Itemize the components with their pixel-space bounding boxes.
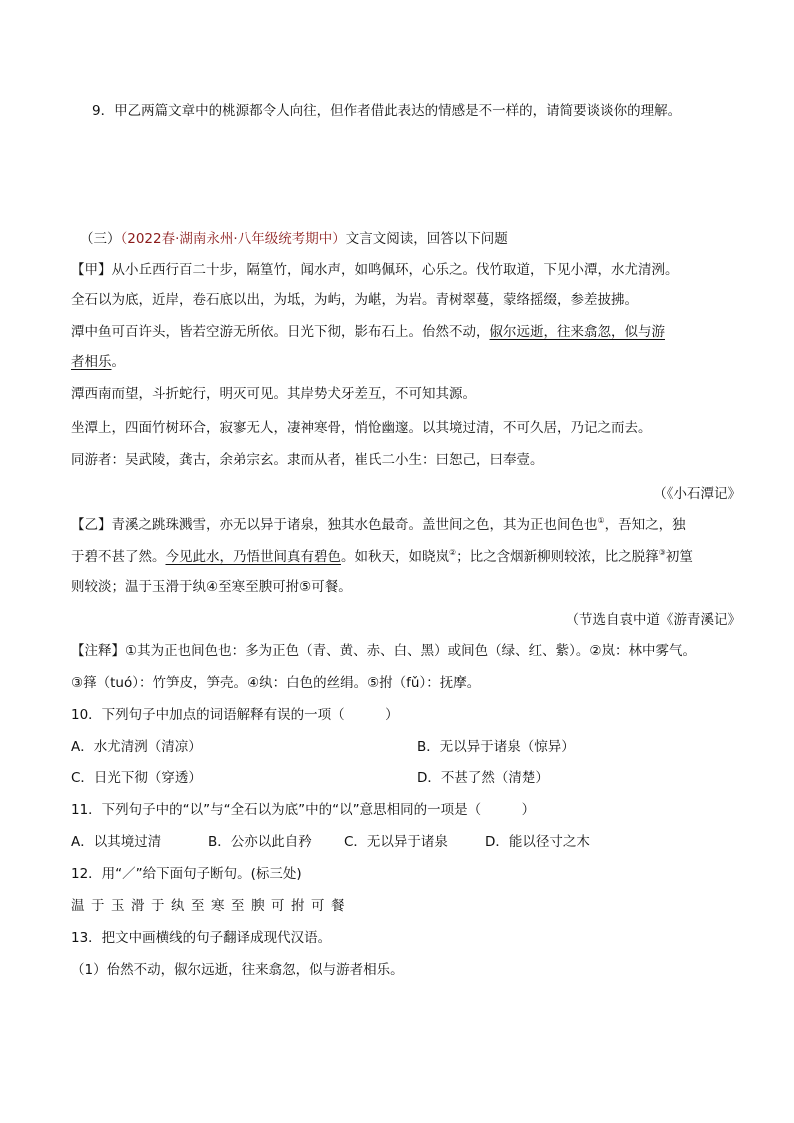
passage-text: 于碧不甚了然。 [71,549,166,565]
passage-text: 【乙】青溪之跳珠溅雪，亦无以异于诸泉，独其水色最奇。盖世间之色，其为正也间色也 [71,517,598,533]
question-12-stem: 12．用“／”给下面句子断句。(标三处) [71,866,302,882]
footnote-marker: ③ [658,548,666,557]
question-11-stem: 11．下列句子中的“以”与“全石以为底”中的“以”意思相同的一项是（ ） [71,802,536,818]
passage-jia-source: （《小石潭记》 [653,486,741,502]
option-c: C．日光下彻（穿透） [71,770,202,786]
passage-yi-line-2 [71,547,693,567]
question-13-stem: 13．把文中画横线的句子翻译成现代汉语。 [71,930,332,946]
footnote-marker: ① [597,516,605,525]
passage-jia-line-2: 全石以为底，近岸，卷石底以出，为坻，为屿，为嵁，为岩。青树翠蔓，蒙络摇缀，参差披拂。 [71,292,638,308]
passage-yi-line-1 [71,515,686,535]
question-10-stem: 10．下列句子中加点的词语解释有误的一项（ ） [71,707,399,723]
question-10-options-row-2 [71,768,549,788]
question-12-sentence: 温于玉滑于纨至寒至腴可拊可餐 [71,898,351,914]
section-3-instruction: 文言文阅读，回答以下问题 [345,231,508,247]
passage-jia-paragraph-3: 潭西南而望，斗折蛇行，明灭可见。其岸势犬牙差互，不可知其源。 [71,386,476,402]
passage-text: 初篁 [665,549,693,565]
option-a: A．水尤清洌（清凉） [71,739,202,755]
passage-yi-line-3: 则较淡；温于玉滑于纨④至寒至腴可拊⑤可餐。 [71,579,352,595]
option-d: D．能以径寸之木 [485,834,590,850]
question-13-item-1: （1）佁然不动，俶尔远逝，往来翕忽，似与游者相乐。 [71,962,404,978]
passage-jia-paragraph-2-line-2 [71,352,125,372]
option-b: B．无以异于诸泉（惊异） [417,739,575,755]
passage-text: ；比之含烟新柳则较浓，比之脱箨 [456,549,659,565]
option-b: B．公亦以此自矜 [208,834,312,850]
section-3-heading [80,229,508,249]
underlined-sentence-end: 者相乐 [71,354,112,370]
section-3-prefix: （三） [80,231,121,247]
passage-text: 。如秋天，如晓岚 [341,549,449,565]
notes-line-1: 【注释】①其为正也间色也：多为正色（青、黄、赤、白、黑）或间色（绿、红、紫）。②岚：林中雾气。 [71,643,696,659]
section-3-source: （2022春·湖南永州·八年级统考期中） [120,231,346,247]
passage-text: ，吾知之，独 [604,517,686,533]
option-d: D．不甚了然（清楚） [417,770,549,786]
passage-text: 。 [111,354,125,370]
passage-jia-paragraph-5: 同游者：吴武陵，龚古，余弟宗玄。隶而从者，崔氏二小生：曰恕己，曰奉壹。 [71,452,544,468]
footnote-marker: ② [449,548,457,557]
question-9: 9．甲乙两篇文章中的桃源都令人向往，但作者借此表达的情感是不一样的，请简要谈谈你的理解。 [92,103,682,119]
underlined-sentence: 俶尔远逝，往来翕忽，似与游 [489,324,665,340]
question-10-options-row-1 [71,737,575,757]
underlined-sentence: 今见此水，乃悟世间真有碧色 [165,549,341,565]
passage-jia-paragraph-2-line-1 [71,322,665,342]
passage-jia-line-1: 【甲】从小丘西行百二十步，隔篁竹，闻水声，如鸣佩环，心乐之。伐竹取道，下见小潭，水尤清洌。 [71,262,679,278]
notes-line-2: ③箨（tuó）：竹笋皮，笋壳。④纨：白色的丝绢。⑤拊（fǔ）：抚摩。 [71,675,481,691]
passage-jia-paragraph-4: 坐潭上，四面竹树环合，寂寥无人，凄神寒骨，悄怆幽邃。以其境过清，不可久居，乃记之而去。 [71,420,652,436]
option-c: C．无以异于诸泉 [344,834,448,850]
passage-yi-source: （节选自袁中道《游青溪记》 [565,612,741,628]
option-a: A．以其境过清 [71,834,162,850]
passage-text: 潭中鱼可百许头，皆若空游无所依。日光下彻，影布石上。佁然不动， [71,324,490,340]
